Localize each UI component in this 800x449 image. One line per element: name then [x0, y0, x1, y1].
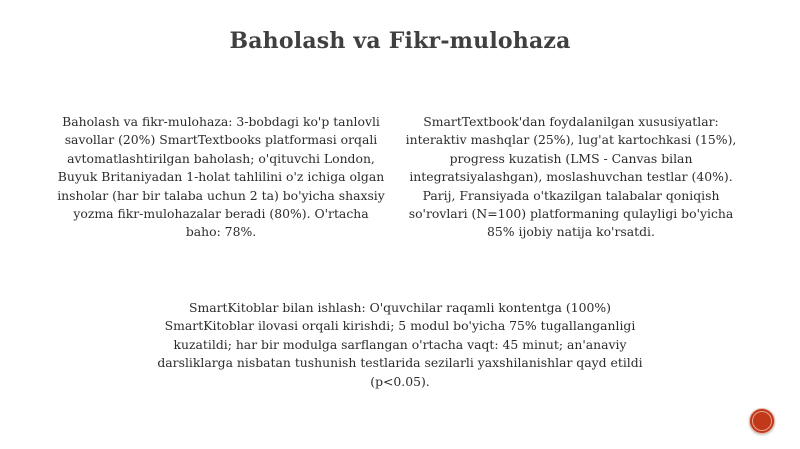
left-paragraph: Baholash va fikr-mulohaza: 3-bobdagi ko'p tanlovli savollar (20%) SmartTextbooks platformasi orqali avtomatlashtirilgan baholash; o'qituvchi London, Buyuk Britaniyadan 1-holat tahlilini o'z ichiga olgan insholar (har bir talaba uchun 2 ta) bo'yicha shaxsiy yozma fikr-mulohazalar beradi (80%). O'rtacha baho: 78%. [57, 114, 385, 240]
slide-title: Baholash va Fikr-mulohaza [229, 28, 571, 54]
next-slide-button[interactable] [749, 408, 775, 434]
next-slide-icon [752, 411, 772, 431]
bottom-paragraph: SmartKitoblar bilan ishlash: O'quvchilar raqamli kontentga (100%) SmartKitoblar ilovasi orqali kirishdi; 5 modul bo'yicha 75% tugallanganligi kuzatildi; har bir modulga sarflangan o'rtacha vaqt: 45 minut; an'anaviy darsliklarga nisbatan tushunish testlarida sezilarli yaxshilanishlar qayd etildi (p<0.05). [157, 300, 643, 389]
right-paragraph: SmartTextbook'dan foydalanilgan xususiyatlar: interaktiv mashqlar (25%), lug'at kartochkasi (15%), progress kuzatish (LMS - Canvas bilan integratsiyalashgan), moslashuvchan testlar (40%). Parij, Fransiyada o'tkazilgan talabalar qoniqish so'rovlari (N=100) platformaning qulayligi bo'yicha 85% ijobiy natija ko'rsatdi. [405, 114, 737, 240]
